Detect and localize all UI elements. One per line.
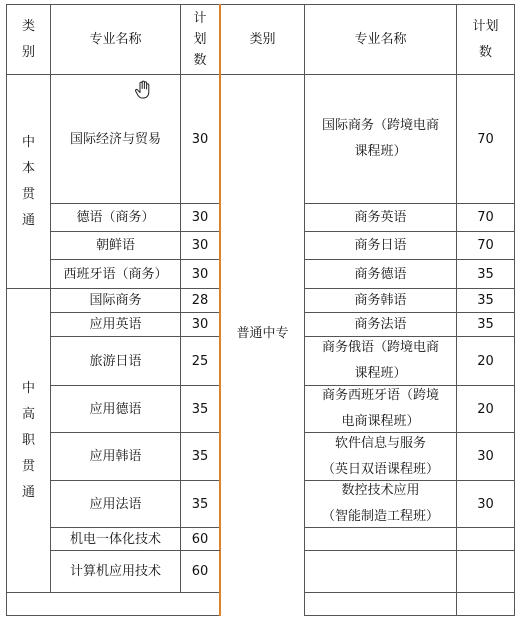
major-text: 德语（商务） [76,210,155,225]
plan-text: 60 [191,531,209,547]
major-text: 商务俄语（跨境电商 [321,340,439,355]
left-major-cell [51,204,180,231]
group-putong [221,75,304,592]
major-text: 应用德语 [89,401,142,417]
left-plan-cell [181,433,219,480]
header-left-major [51,5,180,74]
group-char: 通 [21,484,35,500]
right-plan-cell [457,313,514,336]
left-major-cell [51,232,180,259]
group-char: 通 [21,212,35,228]
left-major-cell [51,337,180,385]
left-plan-cell [181,551,219,592]
group-text: 普通中专 [236,326,289,341]
right-major-cell [305,260,456,288]
right-major-cell [305,232,456,259]
major-text: 国际经济与贸易 [69,131,161,147]
plan-text: 20 [477,401,494,417]
major-text: 课程班） [354,144,407,159]
plan-text: 30 [191,266,209,282]
header-text: 数 [478,44,492,60]
left-major-cell [51,386,180,432]
major-text: 计算机应用技术 [69,564,161,579]
major-text: 西班牙语（商务） [63,266,168,282]
header-right-plan [457,5,514,74]
right-plan-cell [457,232,514,259]
plan-text: 30 [191,210,209,225]
left-plan-cell [181,204,219,231]
major-text: 应用韩语 [89,449,142,464]
left-plan-cell [181,386,219,432]
right-plan-cell [457,481,514,527]
header-right-category [221,5,304,74]
major-text: 软件信息与服务 [334,435,426,451]
group-zhonggaozhi [7,289,50,592]
plan-text: 70 [477,238,494,253]
group-char: 高 [21,406,35,422]
major-text: （智能制造工程班） [321,509,439,524]
right-major-cell [305,386,456,432]
right-major-cell [305,289,456,312]
left-plan-cell [181,337,219,385]
major-text: 课程班） [354,366,407,381]
right-major-cell [305,433,456,480]
header-text: 别 [21,44,35,60]
plan-text: 35 [477,293,494,308]
header-text: 计 [193,11,207,26]
grid-line [6,615,220,616]
major-text: 商务日语 [354,238,407,253]
header-text: 数 [193,53,207,68]
group-char: 中 [21,134,35,150]
header-text: 类别 [249,32,276,47]
major-text: （英日双语课程班） [321,461,439,477]
major-text: 商务西班牙语（跨境 [321,388,439,403]
left-major-cell [51,260,180,288]
major-text: 商务法语 [354,317,407,332]
left-plan-cell [181,289,219,312]
left-major-cell [51,433,180,480]
header-text: 划 [193,32,207,47]
left-plan-cell [181,528,219,550]
grid-line [304,550,515,551]
header-right-major [305,5,456,74]
left-major-cell [51,528,180,550]
right-major-cell [305,337,456,385]
group-char: 本 [21,160,35,176]
major-text: 旅游日语 [89,353,142,369]
header-text: 专业名称 [354,32,407,47]
left-major-cell [51,481,180,527]
right-major-cell [305,204,456,231]
major-text: 机电一体化技术 [69,531,161,547]
plan-text: 70 [477,131,494,147]
plan-text: 60 [191,564,209,579]
plan-text: 35 [191,449,209,464]
plan-text: 28 [191,293,209,308]
major-text: 国际商务（跨境电商 [321,118,439,133]
left-plan-cell [181,313,219,336]
header-left-plan [181,5,219,74]
grid-line [304,615,515,616]
grid-line [304,592,515,593]
left-plan-cell [181,481,219,527]
plan-text: 30 [191,131,209,147]
right-plan-cell [457,204,514,231]
left-major-cell [51,289,180,312]
plan-text: 30 [477,496,494,512]
major-text: 朝鲜语 [95,238,135,253]
plan-text: 30 [191,317,209,332]
header-text: 类 [21,18,35,34]
group-char: 贯 [21,458,35,474]
right-plan-cell [457,289,514,312]
hand-pointer-icon [134,80,152,100]
plan-text: 70 [477,210,494,225]
left-plan-cell [181,260,219,288]
grid-line [6,592,220,593]
major-text: 商务韩语 [354,293,407,308]
right-major-cell [305,313,456,336]
major-text: 商务德语 [354,266,407,282]
header-left-category [7,5,50,74]
plan-text: 30 [191,238,209,253]
left-plan-cell [181,75,219,203]
plan-text: 35 [477,317,494,332]
group-zhongben [7,75,50,288]
major-text: 国际商务 [89,293,142,308]
plan-text: 20 [477,353,494,369]
header-text: 计划 [472,18,499,34]
header-text: 专业名称 [89,32,142,47]
grid-line [514,4,515,616]
group-char: 职 [21,432,35,448]
right-plan-cell [457,337,514,385]
major-text: 电商课程班） [341,414,420,429]
plan-text: 35 [191,496,209,512]
left-major-cell [51,551,180,592]
left-major-cell [51,313,180,336]
major-text: 应用英语 [89,317,142,332]
plan-text: 25 [191,353,209,369]
major-text: 数控技术应用 [341,483,420,498]
plan-text: 30 [477,449,494,464]
right-plan-cell [457,75,514,203]
left-plan-cell [181,232,219,259]
plan-text: 35 [191,401,209,417]
group-char: 贯 [21,186,35,202]
major-text: 商务英语 [354,210,407,225]
major-text: 应用法语 [89,496,142,512]
right-major-cell [305,75,456,203]
right-plan-cell [457,260,514,288]
right-major-cell [305,481,456,527]
right-plan-cell [457,386,514,432]
plan-text: 35 [477,266,494,282]
left-major-cell [51,75,180,203]
group-char: 中 [21,380,35,396]
right-plan-cell [457,433,514,480]
